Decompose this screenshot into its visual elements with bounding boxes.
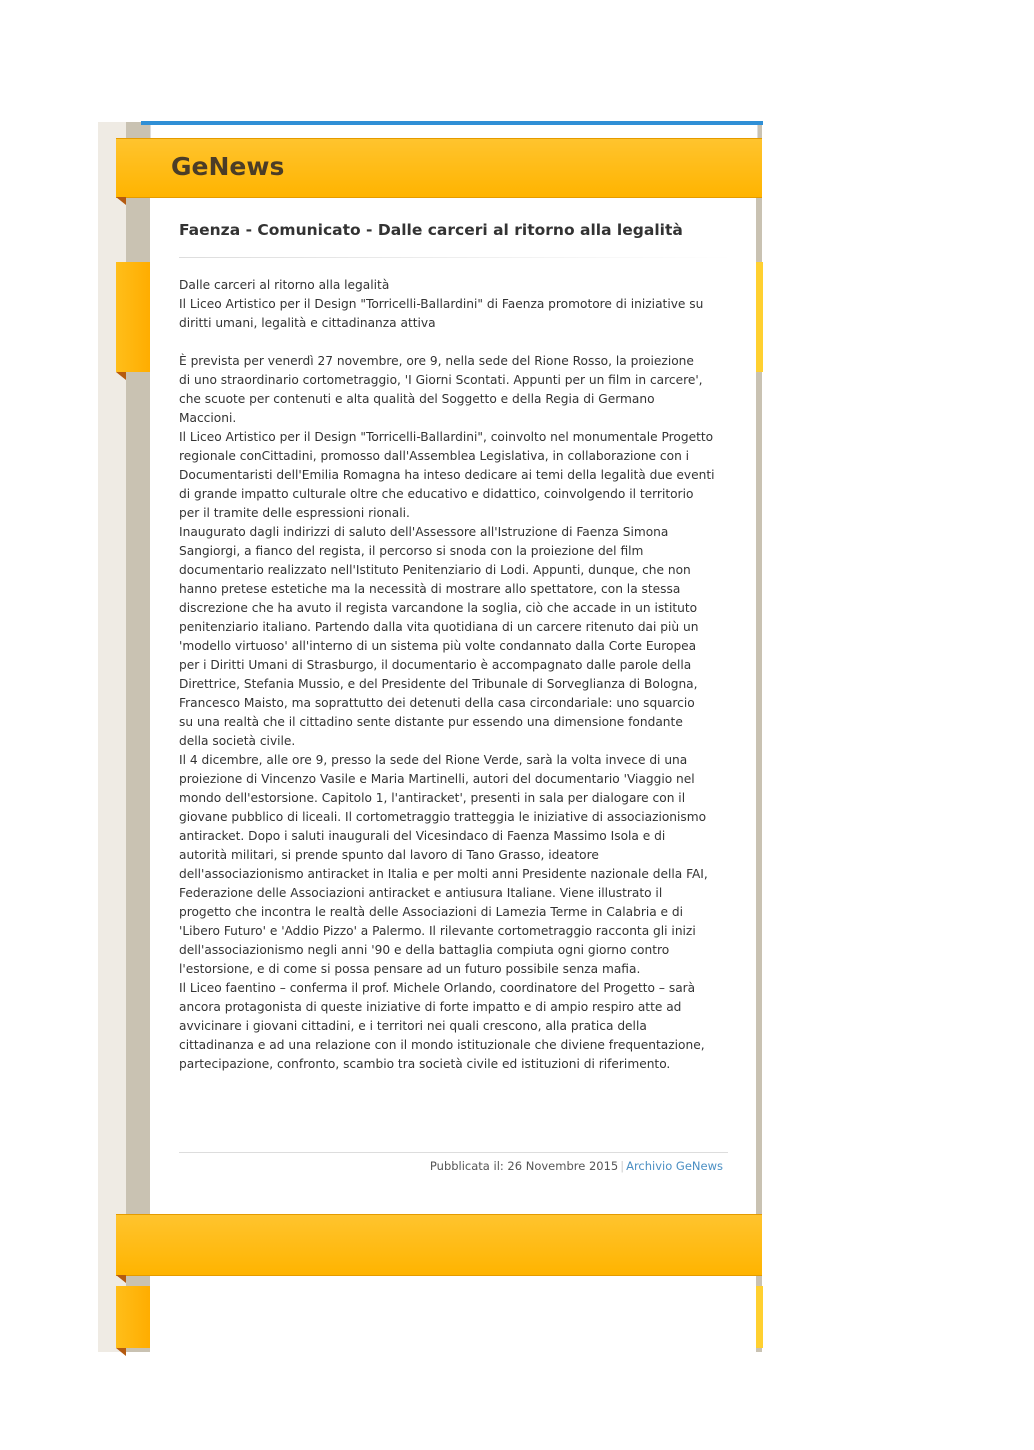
article-line: di grande impatto culturale oltre che educativo e didattico, coinvolgendo il territorio	[179, 487, 694, 501]
article-line: diritti umani, legalità e cittadinanza attiva	[179, 316, 436, 330]
article-line: 'modello virtuoso' all'interno di un sistema più volte condannato dalla Corte Europea	[179, 639, 697, 653]
article-line: che scuote per contenuti e alta qualità del Soggetto e della Regia di Germano	[179, 392, 655, 406]
footer-ribbon	[116, 1214, 762, 1276]
left-ribbon-tab-bottom	[116, 1286, 150, 1348]
article-line: È prevista per venerdì 27 novembre, ore 9, nella sede del Rione Rosso, la proiezione	[179, 354, 694, 368]
article-title: Faenza - Comunicato - Dalle carceri al ritorno alla legalità	[179, 221, 683, 239]
article-line: dell'associazionismo antiracket in Italia e per molti anni Presidente nazionale della FAI,	[179, 867, 708, 881]
article-footer	[179, 1159, 723, 1173]
title-divider	[179, 257, 734, 258]
article-line: Il Liceo faentino – conferma il prof. Michele Orlando, coordinatore del Progetto – sarà	[179, 981, 696, 995]
article-line: per il tramite delle espressioni rionali.	[179, 506, 410, 520]
article-line: della società civile.	[179, 734, 296, 748]
footer-separator: |	[620, 1159, 625, 1173]
ribbon-fold	[116, 1275, 126, 1283]
article-line: progetto che incontra le realtà delle Associazioni di Lamezia Terme in Calabria e di	[179, 905, 684, 919]
article-line: penitenziario italiano. Partendo dalla vita quotidiana di un carcere ritenuto dai più un	[179, 620, 699, 634]
article-line: Il Liceo Artistico per il Design "Torricelli-Ballardini" di Faenza promotore di iniziative su	[179, 297, 704, 311]
article-line: Direttrice, Stefania Mussio, e del Presidente del Tribunale di Sorveglianza di Bologna,	[179, 677, 698, 691]
article-line: Il 4 dicembre, alle ore 9, presso la sede del Rione Verde, sarà la volta invece di una	[179, 753, 688, 767]
ribbon-fold	[116, 197, 126, 205]
site-logo[interactable]: GeNews	[171, 152, 285, 181]
article-line: Francesco Maisto, ma soprattutto dei detenuti della casa circondariale: uno squarcio	[179, 696, 695, 710]
article-line: ancora protagonista di queste iniziative di forte impatto e di ampio respiro atte ad	[179, 1000, 682, 1014]
ribbon-fold	[116, 372, 126, 380]
article-line: dell'associazionismo negli anni '90 e della battaglia compiuta ogni giorno contro	[179, 943, 670, 957]
article-line: discrezione che ha avuto il regista varcandone la soglia, ciò che accade in un istituto	[179, 601, 698, 615]
article-line: regionale conCittadini, promosso dall'Assemblea Legislativa, in collaborazione con i	[179, 449, 690, 463]
article-line: Dalle carceri al ritorno alla legalità	[179, 278, 390, 292]
article-text	[179, 352, 739, 1074]
paragraph-gap	[179, 333, 739, 352]
article-body	[179, 276, 739, 1074]
article-line: su una realtà che il cittadino sente distante pur essendo una dimensione fondante	[179, 715, 683, 729]
right-ribbon-tab	[756, 262, 763, 372]
article-line: l'estorsione, e di come si possa pensare ad un futuro possibile senza mafia.	[179, 962, 641, 976]
article-line: autorità militari, si prende spunto dal lavoro di Tano Grasso, ideatore	[179, 848, 599, 862]
article-line: Inaugurato dagli indirizzi di saluto dell'Assessore all'Istruzione di Faenza Simona	[179, 525, 669, 539]
article-line: Maccioni.	[179, 411, 237, 425]
article-line: giovane pubblico di liceali. Il cortometraggio tratteggia le iniziative di associazionismo	[179, 810, 707, 824]
published-date: Pubblicata il: 26 Novembre 2015	[429, 1159, 619, 1173]
article-line: avvicinare i giovani cittadini, e i territori nei quali crescono, alla pratica della	[179, 1019, 647, 1033]
article-line: 'Libero Futuro' e 'Addio Pizzo' a Palermo. Il rilevante cortometraggio racconta gli inizi	[179, 924, 696, 938]
top-panel-edge	[150, 125, 758, 138]
article-line: Il Liceo Artistico per il Design "Torricelli-Ballardini", coinvolto nel monumentale Progetto	[179, 430, 714, 444]
article-line: Documentaristi dell'Emilia Romagna ha inteso dedicare ai temi della legalità due eventi	[179, 468, 715, 482]
article-line: cittadinanza e ad una relazione con il mondo istituzionale che diviene frequentazione,	[179, 1038, 705, 1052]
article-line: per i Diritti Umani di Strasburgo, il documentario è accompagnato dalle parole della	[179, 658, 692, 672]
archive-link[interactable]: Archivio GeNews	[626, 1159, 723, 1173]
left-ribbon-tab	[116, 262, 150, 372]
right-ribbon-tab-bottom	[756, 1286, 763, 1348]
article-line: Sangiorgi, a fianco del regista, il percorso si snoda con la proiezione del film	[179, 544, 644, 558]
article-line: proiezione di Vincenzo Vasile e Maria Martinelli, autori del documentario 'Viaggio nel	[179, 772, 695, 786]
article-line: Federazione delle Associazioni antiracket e antiusura Italiane. Viene illustrato il	[179, 886, 663, 900]
article-line: hanno pretese estetiche ma la necessità di mostrare allo spettatore, con la stessa	[179, 582, 681, 596]
footer-divider	[179, 1152, 728, 1153]
article-line: antiracket. Dopo i saluti inaugurali del Vicesindaco di Faenza Massimo Isola e di	[179, 829, 666, 843]
article-line: partecipazione, confronto, scambio tra società civile ed istituzioni di riferimento.	[179, 1057, 671, 1071]
article-line: mondo dell'estorsione. Capitolo 1, l'antiracket', presenti in sala per dialogare con il	[179, 791, 686, 805]
article-line: documentario realizzato nell'Istituto Penitenziario di Lodi. Appunti, dunque, che non	[179, 563, 691, 577]
article-intro	[179, 276, 739, 333]
ribbon-fold	[116, 1348, 126, 1356]
article-line: di uno straordinario cortometraggio, 'I Giorni Scontati. Appunti per un film in carcere',	[179, 373, 703, 387]
